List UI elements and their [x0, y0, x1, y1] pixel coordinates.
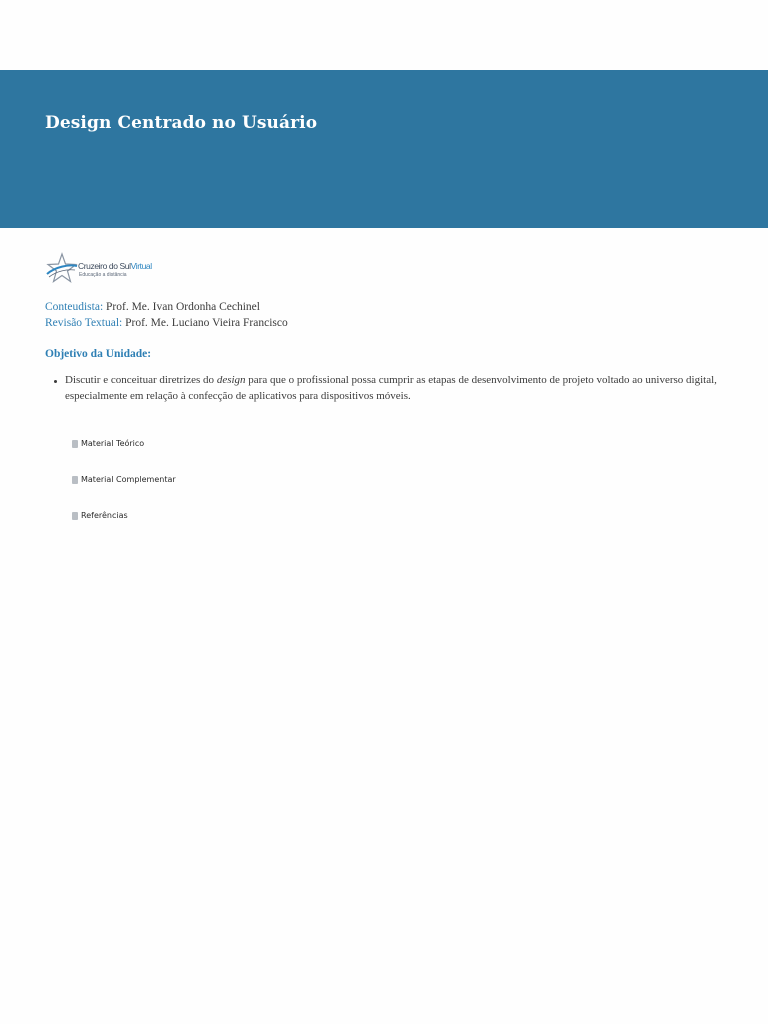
document-icon [72, 512, 78, 520]
review-label: Revisão Textual: [45, 317, 123, 329]
link-material-teorico[interactable] [72, 436, 372, 450]
objective-item: Discutir e conceituar diretrizes do design para que o profissional possa cumprir as etapas de desenvolvimento de projeto voltado ao universo digital, especialmente em relação à confecção de aplicativos para dispositivos móveis. [65, 373, 745, 404]
link-label: Referências [81, 510, 128, 520]
document-icon [72, 440, 78, 448]
review-line [45, 315, 288, 331]
link-label: Material Complementar [81, 474, 176, 484]
logo-tagline: Educação a distância [79, 272, 127, 278]
review-value: Prof. Me. Luciano Vieira Francisco [125, 317, 288, 329]
document-icon [72, 476, 78, 484]
author-value: Prof. Me. Ivan Ordonha Cechinel [106, 301, 260, 313]
header-banner [0, 70, 768, 228]
objective-title: Objetivo da Unidade: [45, 348, 152, 360]
credits [45, 299, 288, 331]
author-label: Conteudista: [45, 301, 104, 313]
logo [45, 252, 175, 284]
author-line [45, 299, 288, 315]
star-logo-icon [45, 252, 79, 284]
link-label: Material Teórico [81, 438, 145, 448]
link-referencias[interactable] [72, 508, 372, 522]
page-title: Design Centrado no Usuário [45, 113, 318, 133]
unit-links [72, 436, 372, 544]
objective-list [45, 373, 745, 404]
link-material-complementar[interactable] [72, 472, 372, 486]
logo-name: Cruzeiro do SulVirtual [78, 261, 152, 271]
